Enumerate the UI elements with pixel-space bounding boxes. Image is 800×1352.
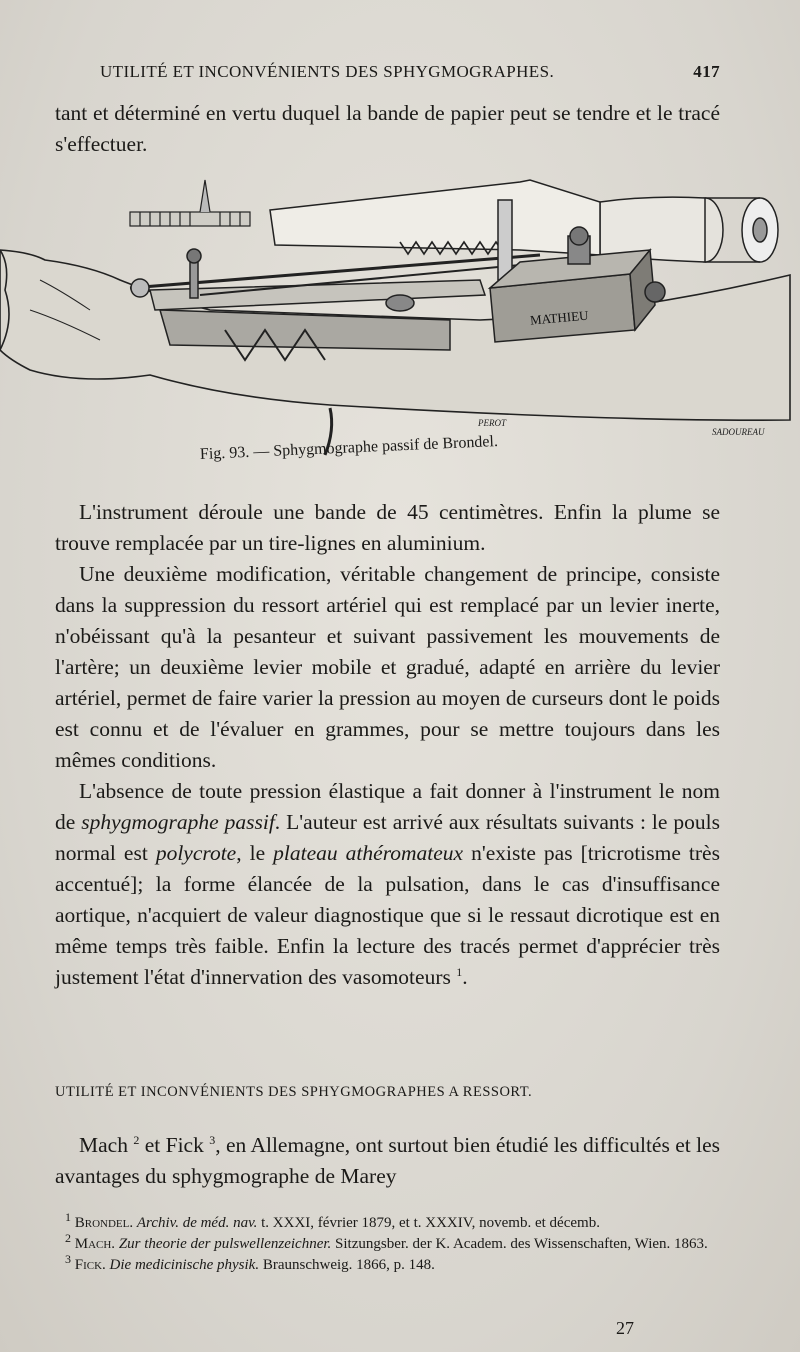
- paragraph: [55, 559, 720, 776]
- text-run: Une deuxième modification, véritable changement de principe, consiste dans la suppression du ressort artériel qui est remplacé par un levier inerte, n'obéissant qu'à la pesanteur et suivant passivement les mouvements de l'artère; un deuxième levier mobile et gradué, adapté en arrière du levier artériel, permet de faire varier la pression au moyen de curseurs dont le poids est connu et de l'évaluer en grammes, pour se mettre toujours dans les mêmes conditions.: [55, 562, 720, 772]
- footnote: [55, 1210, 720, 1233]
- text-run: . L'auteur est arrivé aux résultats suivants : le pouls normal est: [55, 810, 721, 865]
- text-run: Sitzungsber. der K. Academ. des Wissenschaften, Wien. 1863.: [331, 1236, 708, 1252]
- lead-paragraph: [55, 98, 720, 160]
- footnote-marker: 2: [133, 1132, 140, 1147]
- text-run: , en Allemagne, ont surtout bien étudié les difficultés et les avantages du sphygmographe de Marey: [55, 1133, 720, 1188]
- running-title: UTILITÉ ET INCONVÉNIENTS DES SPHYGMOGRAPHES.: [100, 62, 555, 81]
- text-run: Brondel.: [71, 1215, 134, 1231]
- paragraph: [55, 776, 720, 993]
- figure-caption: Fig. 93. — Sphygmographe passif de Brondel.: [199, 433, 499, 463]
- text-run: n'existe pas [tricrotisme très accentué]; la forme élancée de la pulsation, dans le cas d'insuffisance aortique, n'acquiert de valeur diagnostique que si le ressaut dicrotique est en même temps très faible. Enfin la lecture des tracés permet d'apprécier très justement l'état d'innervation des vasomoteurs: [55, 841, 720, 989]
- running-head: [100, 62, 720, 82]
- emphasis-text: Zur theorie der pulswellenzeichner.: [118, 1236, 332, 1252]
- emphasis-text: polycrote: [155, 841, 237, 865]
- text-run: L'absence de toute pression élastique a fait donner à l'instrument le nom de: [55, 779, 720, 834]
- engraver-signature-right: SADOUREAU: [712, 427, 765, 437]
- footnote: [55, 1252, 720, 1275]
- figure-sphygmograph-illustration: [0, 170, 800, 460]
- emphasis-text: plateau athéromateux: [273, 841, 464, 865]
- text-run: Braunschweig. 1866, p. 148.: [259, 1257, 435, 1273]
- footnote-marker: 1: [456, 964, 463, 979]
- footnotes: [55, 1210, 720, 1277]
- paragraph: [55, 497, 720, 559]
- footnote-marker: 1: [65, 1210, 71, 1224]
- signature-folio: 27: [616, 1318, 634, 1338]
- text-run: Fick.: [71, 1257, 106, 1273]
- text-run: .: [462, 965, 468, 989]
- scale-ruler-drawing: [130, 180, 250, 226]
- arm-drawing: [0, 250, 790, 455]
- paragraph: [55, 1130, 720, 1192]
- engraver-signature-left: PEROT: [478, 418, 506, 428]
- text-run: , le: [236, 841, 274, 865]
- closing-text: [55, 1130, 720, 1192]
- paper-roll-drawing: [270, 180, 778, 262]
- footnote-marker: 3: [209, 1132, 216, 1147]
- emphasis-text: sphygmographe passif: [81, 810, 275, 834]
- emphasis-text: Die medicinische physik.: [109, 1257, 260, 1273]
- text-run: t. XXXI, février 1879, et t. XXXIV, novemb. et décemb.: [257, 1215, 600, 1231]
- emphasis-text: Archiv. de méd. nav.: [136, 1215, 258, 1231]
- footnote: [55, 1231, 720, 1254]
- footnote-marker: 2: [65, 1231, 71, 1245]
- device-label: MATHIEU: [529, 307, 590, 328]
- text-run: L'instrument déroule une bande de 45 centimètres. Enfin la plume se trouve remplacée par un tire-lignes en aluminium.: [55, 500, 720, 555]
- section-subheading: UTILITÉ ET INCONVÉNIENTS DES SPHYGMOGRAPHES A RESSORT.: [55, 1084, 533, 1100]
- text-run: Mach.: [71, 1236, 116, 1252]
- body-text: [55, 497, 720, 993]
- text-run: Mach: [79, 1133, 134, 1157]
- page-number: 417: [693, 62, 720, 81]
- lead-text: tant et déterminé en vertu duquel la bande de papier peut se tendre et le tracé s'effectuer.: [55, 101, 720, 156]
- text-run: et Fick: [139, 1133, 210, 1157]
- footnote-marker: 3: [65, 1252, 71, 1266]
